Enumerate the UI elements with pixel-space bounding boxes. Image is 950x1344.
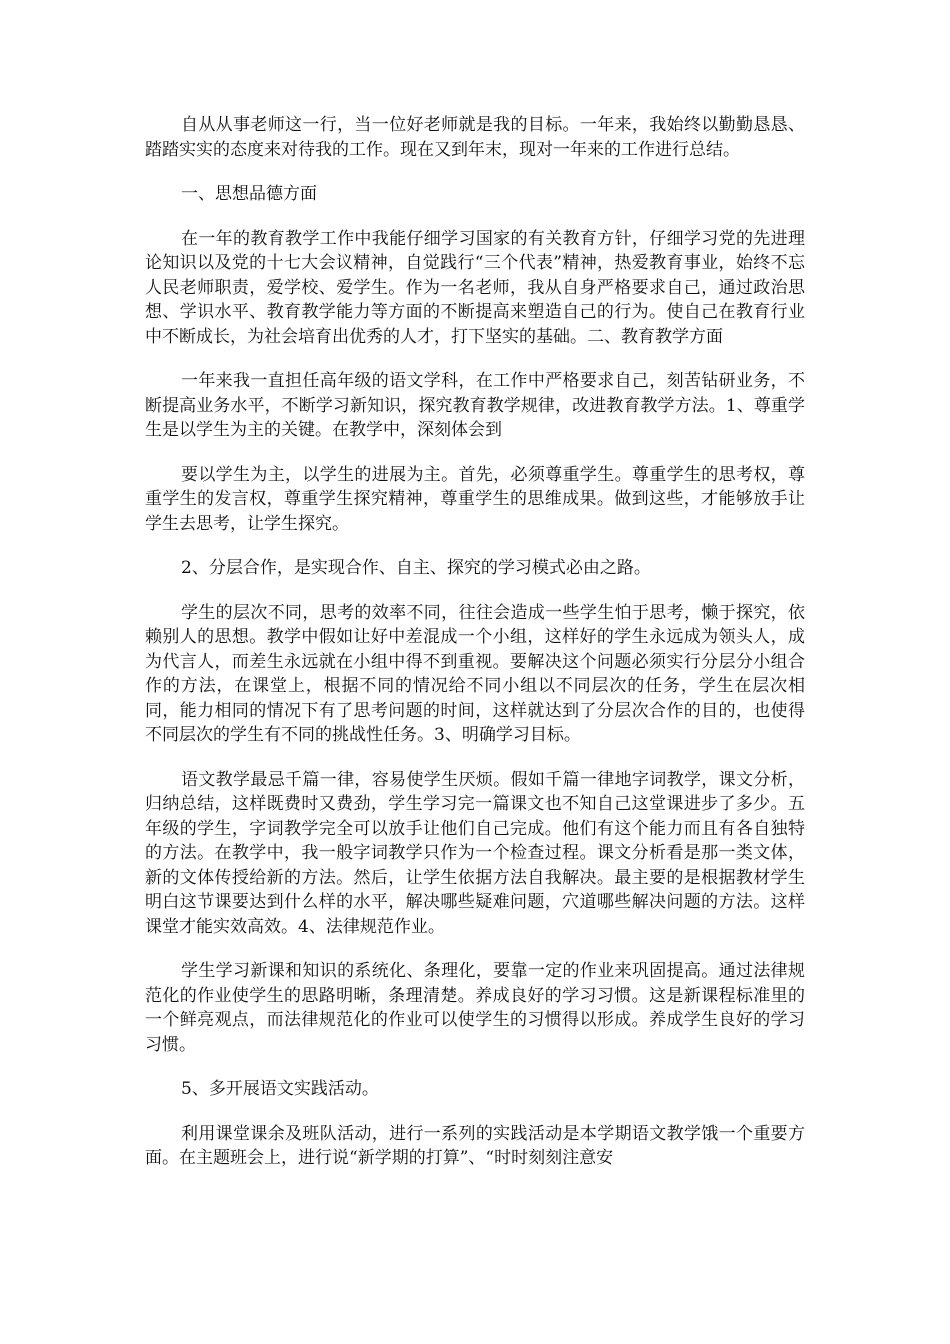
paragraph-learning-goals: 语文教学最忌千篇一律，容易使学生厌烦。假如千篇一律地字词教学，课文分析，归纳总结，这样既费时又费劲，学生学习完一篇课文也不知自己这堂课进步了多少。五年级的学生，字词教学完全可以放手让他们自己完成。他们有这个能力而且有各自独特的方法。在教学中，我一般字词教学只作为一个检查过程。课文分析看是那一类文体，新的文体传授给新的方法。然后，让学生依据方法自我解决。最主要的是根据教材学生明白这节课要达到什么样的水平，解决哪些疑难问题，穴道哪些解决问题的方法。这样课堂才能实效高效。4、法律规范作业。 (145, 769, 805, 937)
paragraph-practice-activities: 利用课堂课余及班队活动，进行一系列的实践活动是本学期语文教学饿一个重要方面。在主题班会上，进行说“新学期的打算”、“时时刻刻注意安 (145, 1123, 805, 1168)
paragraph-respect-students: 要以学生为主，以学生的进展为主。首先，必须尊重学生。尊重学生的思考权，尊重学生的发言权，尊重学生探究精神，尊重学生的思维成果。做到这些，才能够放手让学生去思考，让学生探究。 (145, 464, 805, 534)
paragraph-intro: 自从从事老师这一行，当一位好老师就是我的目标。一年来，我始终以勤勤恳恳、踏踏实实的态度来对待我的工作。现在又到年末，现对一年来的工作进行总结。 (145, 115, 805, 160)
paragraph-teaching-work: 一年来我一直担任高年级的语文学科，在工作中严格要求自己，刻苦钻研业务，不断提高业务水平，不断学习新知识，探究教育教学规律，改进教育教学方法。1、尊重学生是以学生为主的关键。在教学中，深刻体会到 (145, 371, 805, 440)
heading-moral-character: 一、思想品德方面 (181, 184, 317, 204)
paragraph-homework: 学生学习新课和知识的系统化、条理化，要靠一定的作业来巩固提高。通过法律规范化的作业使学生的思路明晰，条理清楚。养成良好的学习习惯。这是新课程标准里的一个鲜亮观点，而法律规范化的作业可以使学生的习惯得以形成。养成学生良好的学习习惯。 (145, 961, 805, 1055)
paragraph-moral-character: 在一年的教育教学工作中我能仔细学习国家的有关教育方针，仔细学习党的先进理论知识以及党的十七大会议精神，自觉践行“三个代表”精神，热爱教育事业，始终不忘人民老师职责，爱学校、爱学生。作为一名老师，我从自身严格要求自己，通过政治思想、学识水平、教育教学能力等方面的不断提高来塑造自己的行为。使自己在教育行业中不断成长，为社会培育出优秀的人才，打下坚实的基础。二、教育教学方面 (145, 228, 805, 347)
heading-layered-cooperation: 2、分层合作，是实现合作、自主、探究的学习模式必由之路。 (181, 558, 651, 578)
document-body (145, 113, 805, 1191)
heading-practice-activities: 5、多开展语文实践活动。 (181, 1079, 379, 1099)
paragraph-layered-cooperation: 学生的层次不同，思考的效率不同，往往会造成一些学生怕于思考，懒于探究，依赖别人的思想。教学中假如让好中差混成一个小组，这样好的学生永远成为领头人，成为代言人，而差生永远就在小组中得不到重视。要解决这个问题必须实行分层分小组合作的方法，在课堂上，根据不同的情况给不同小组以不同层次的任务，学生在层次相同，能力相同的情况下有了思考问题的时间，这样就达到了分层次合作的目的，也使得不同层次的学生有不同的挑战性任务。3、明确学习目标。 (145, 602, 805, 745)
